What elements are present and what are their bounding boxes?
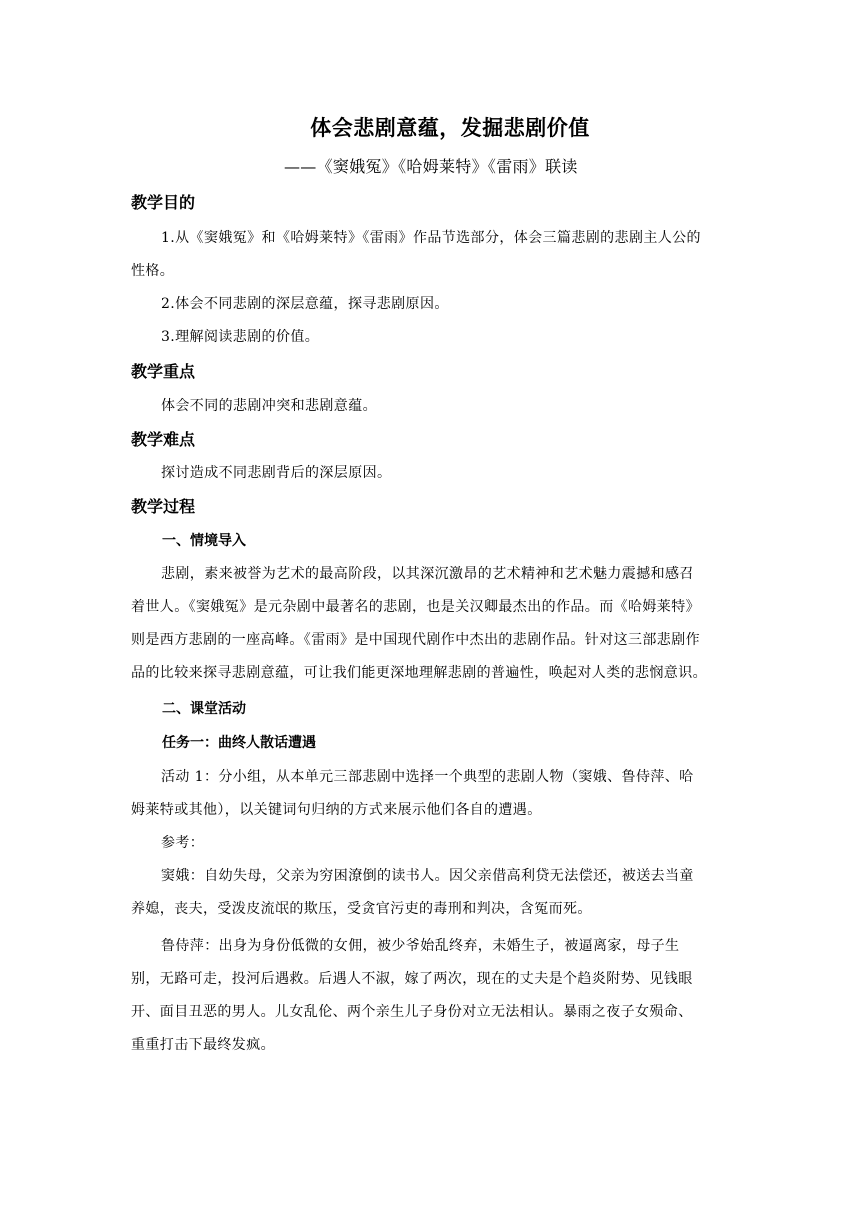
heading-focus: 教学重点 [131, 362, 196, 381]
lu-line: 鲁侍萍：出身为身份低微的女佣，被少爷始乱终弃，未婚生子，被逼离家，母子生 [161, 938, 680, 954]
difficulty-text: 探讨造成不同悲剧背后的深层原因。 [161, 465, 392, 481]
lu-line: 别，无路可走，投河后遇救。后遇人不淑，嫁了两次，现在的丈夫是个趋炎附势、见钱眼 [131, 971, 693, 987]
lu-line: 重重打击下最终发疯。 [131, 1037, 275, 1053]
reference-label: 参考： [161, 835, 205, 851]
document-subtitle: ——《窦娥冤》《哈姆莱特》《雷雨》联读 [284, 157, 578, 176]
objective-2: 2.体会不同悲剧的深层意蕴，探寻悲剧原因。 [161, 296, 449, 312]
objective-3: 3.理解阅读悲剧的价值。 [161, 329, 320, 345]
heading-part1: 一、情境导入 [162, 533, 246, 549]
activity-line-1: 活动 1：分小组，从本单元三部悲剧中选择一个典型的悲剧人物（窦娥、鲁侍萍、哈 [161, 769, 694, 785]
heading-objectives: 教学目的 [131, 193, 196, 212]
intro-line: 悲剧，素来被誉为艺术的最高阶段，以其深沉激昂的艺术精神和艺术魅力震撼和感召 [161, 566, 694, 582]
heading-part2: 二、课堂活动 [162, 701, 246, 717]
objective-1-line-1: 1.从《窦娥冤》和《哈姆莱特》《雷雨》作品节选部分，体会三篇悲剧的悲剧主人公的 [161, 230, 701, 246]
heading-process: 教学过程 [131, 497, 196, 516]
doue-line-2: 养媳，丧夫，受泼皮流氓的欺压，受贪官污吏的毒刑和判决，含冤而死。 [131, 901, 592, 917]
activity-line-2: 姆莱特或其他），以关键词句归纳的方式来展示他们各自的遭遇。 [131, 802, 542, 818]
doue-line-1: 窦娥：自幼失母，父亲为穷困潦倒的读书人。因父亲借高利贷无法偿还，被送去当童 [161, 868, 694, 884]
intro-line: 品的比较来探寻悲剧意蕴，可让我们能更深地理解悲剧的普遍性，唤起对人类的悲悯意识。 [131, 665, 707, 681]
intro-line: 着世人。《窦娥冤》是元杂剧中最著名的悲剧，也是关汉卿最杰出的作品。而《哈姆莱特》 [131, 599, 700, 615]
lu-line: 开、面目丑恶的男人。儿女乱伦、两个亲生儿子身份对立无法相认。暴雨之夜子女殒命、 [131, 1004, 693, 1020]
focus-text: 体会不同的悲剧冲突和悲剧意蕴。 [161, 398, 377, 414]
task1-heading: 任务一：曲终人散话遭遇 [162, 735, 316, 751]
document-title: 体会悲剧意蕴，发掘悲剧价值 [310, 116, 590, 140]
intro-line: 则是西方悲剧的一座高峰。《雷雨》是中国现代剧作中杰出的悲剧作品。针对这三部悲剧作 [131, 632, 700, 648]
heading-difficulty: 教学难点 [131, 430, 196, 449]
objective-1-line-2: 性格。 [131, 263, 175, 279]
